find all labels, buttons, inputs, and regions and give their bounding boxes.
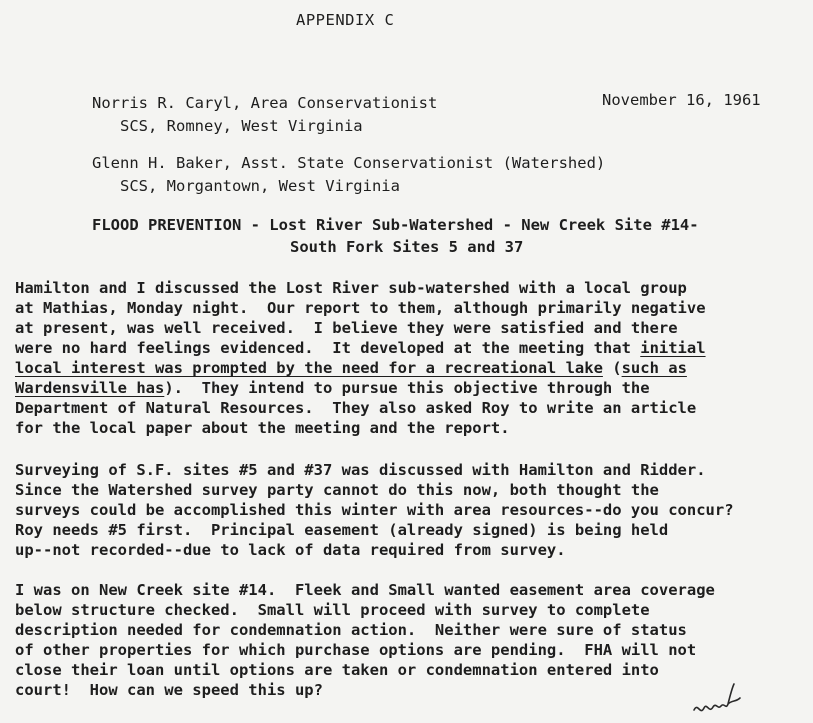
text-segment: ). They intend to pursue this objective through the (164, 379, 650, 397)
text-line (15, 358, 687, 378)
text-line: Hamilton and I discussed the Lost River sub-watershed with a local group (15, 279, 687, 297)
text-line: up--not recorded--due to lack of data required from survey. (15, 541, 566, 559)
text-line: at present, was well received. I believe they were satisfied and there (15, 319, 678, 337)
to-location: SCS, Romney, West Virginia (120, 117, 363, 135)
text-line: Department of Natural Resources. They also asked Roy to write an article (15, 399, 697, 417)
text-segment: ( (602, 359, 622, 377)
to-name: Norris R. Caryl, Area Conservationist (92, 94, 438, 112)
from-name: Glenn H. Baker, Asst. State Conservationist (Watershed) (92, 154, 606, 172)
text-line (15, 338, 706, 358)
text-line: surveys could be accomplished this winter with area resources--do you concur? (15, 501, 734, 519)
underlined-text: local interest was prompted by the need for a recreational lake (15, 359, 603, 377)
text-line: Roy needs #5 first. Principal easement (already signed) is being held (15, 521, 669, 539)
text-line: for the local paper about the meeting and the report. (15, 419, 510, 437)
subject-line-2: South Fork Sites 5 and 37 (290, 238, 524, 256)
text-line: court! How can we speed this up? (15, 681, 323, 699)
text-line: close their loan until options are taken or condemnation entered into (15, 661, 659, 679)
text-line: Since the Watershed survey party cannot do this now, both thought the (15, 481, 659, 499)
memo-date: November 16, 1961 (602, 91, 761, 109)
text-line: description needed for condemnation action. Neither were sure of status (15, 621, 687, 639)
text-line (15, 378, 650, 398)
text-line: below structure checked. Small will proceed with survey to complete (15, 601, 650, 619)
underlined-text: Wardensville has (15, 379, 165, 397)
underlined-text: such as (621, 359, 687, 377)
text-segment: were no hard feelings evidenced. It developed at the meeting that (15, 339, 641, 357)
text-line: Surveying of S.F. sites #5 and #37 was discussed with Hamilton and Ridder. (15, 461, 706, 479)
underlined-text: initial (640, 339, 706, 357)
from-location: SCS, Morgantown, West Virginia (120, 177, 400, 195)
appendix-title: APPENDIX C (296, 11, 395, 29)
text-line: of other properties for which purchase options are pending. FHA will not (15, 641, 697, 659)
signature-icon (690, 680, 750, 720)
text-line: I was on New Creek site #14. Fleek and Small wanted easement area coverage (15, 581, 715, 599)
text-line: at Mathias, Monday night. Our report to them, although primarily negative (15, 299, 706, 317)
subject-line-1: FLOOD PREVENTION - Lost River Sub-Watershed - New Creek Site #14- (92, 216, 699, 234)
